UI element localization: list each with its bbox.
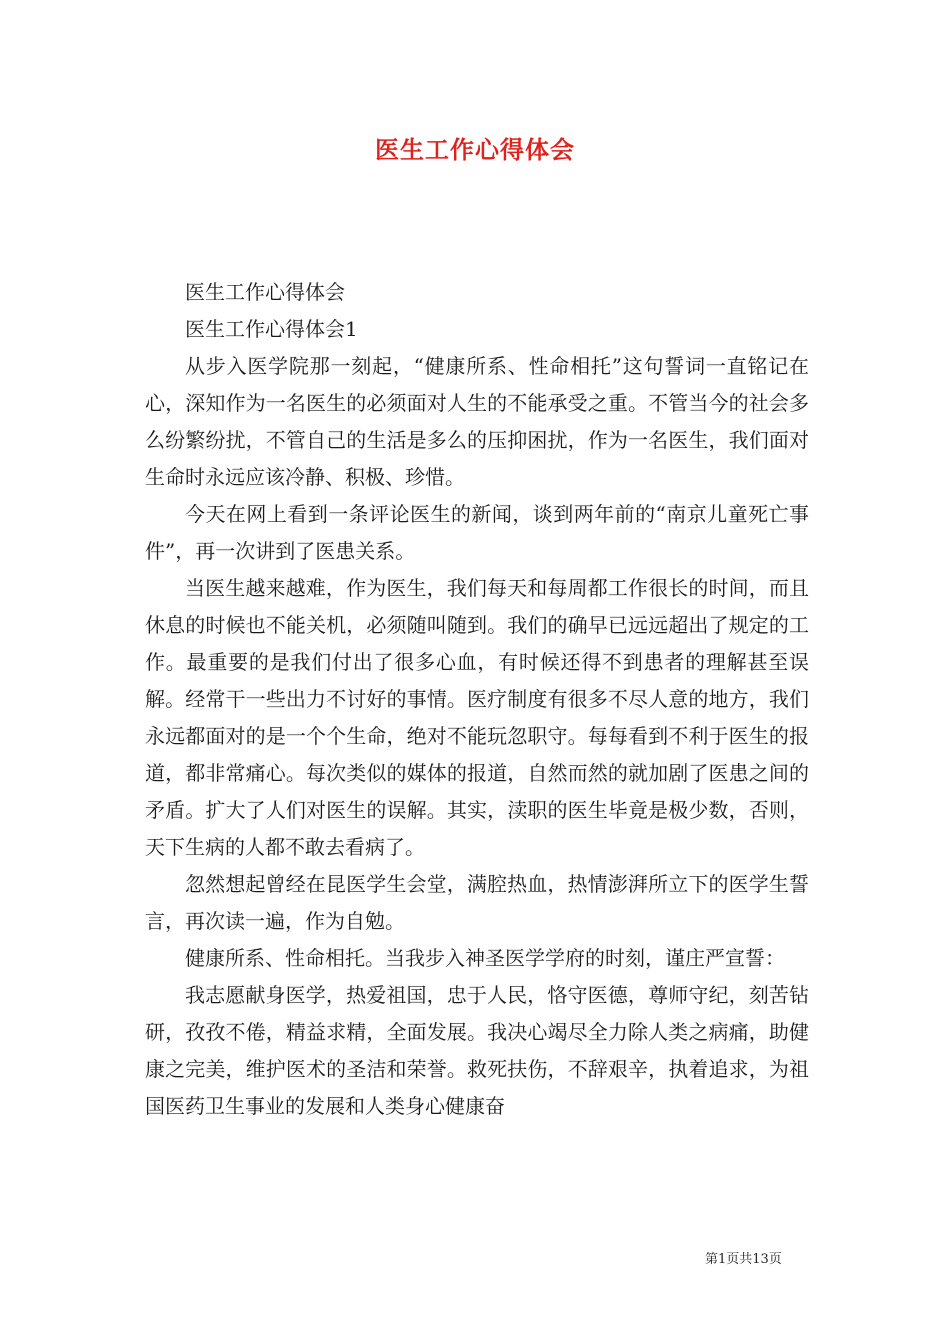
- paragraph-subheading: 医生工作心得体会1: [185, 317, 358, 341]
- document-title: 医生工作心得体会: [375, 135, 575, 164]
- paragraph: 当医生越来越难，作为医生，我们每天和每周都工作很长的时间，而且休息的时候也不能关机，必须随叫随到。我们的确早已远远超出了规定的工作。最重要的是我们付出了很多心血，有时候还得不到患者的理解甚至误解。经常干一些出力不讨好的事情。医疗制度有很多不尽人意的地方，我们永远都面对的是一个个生命，绝对不能玩忽职守。每每看到不利于医生的报道，都非常痛心。每次类似的媒体的报道，自然而然的就加剧了医患之间的矛盾。扩大了人们对医生的误解。其实，渎职的医生毕竟是极少数，否则，天下生病的人都不敢去看病了。: [145, 576, 809, 859]
- page-number: 第1页共13页: [705, 1252, 782, 1267]
- paragraph: 今天在网上看到一条评论医生的新闻，谈到两年前的“南京儿童死亡事件”，再一次讲到了医患关系。: [145, 502, 809, 563]
- paragraph: 忽然想起曾经在昆医学生会堂，满腔热血，热情澎湃所立下的医学生誓言，再次读一遍，作为自勉。: [145, 872, 809, 933]
- paragraph: 健康所系、性命相托。当我步入神圣医学学府的时刻，谨庄严宣誓：: [185, 946, 785, 970]
- document-body: [145, 274, 809, 1125]
- paragraph-heading: 医生工作心得体会: [185, 280, 345, 304]
- paragraph: 我志愿献身医学，热爱祖国，忠于人民，恪守医德，尊师守纪，刻苦钻研，孜孜不倦，精益求精，全面发展。我决心竭尽全力除人类之病痛，助健康之完美，维护医术的圣洁和荣誉。救死扶伤，不辞艰辛，执着追求，为祖国医药卫生事业的发展和人类身心健康奋: [145, 983, 809, 1118]
- paragraph: 从步入医学院那一刻起，“健康所系、性命相托”这句誓词一直铭记在心，深知作为一名医生的必须面对人生的不能承受之重。不管当今的社会多么纷繁纷扰，不管自己的生活是多么的压抑困扰，作为一名医生，我们面对生命时永远应该冷静、积极、珍惜。: [145, 354, 809, 489]
